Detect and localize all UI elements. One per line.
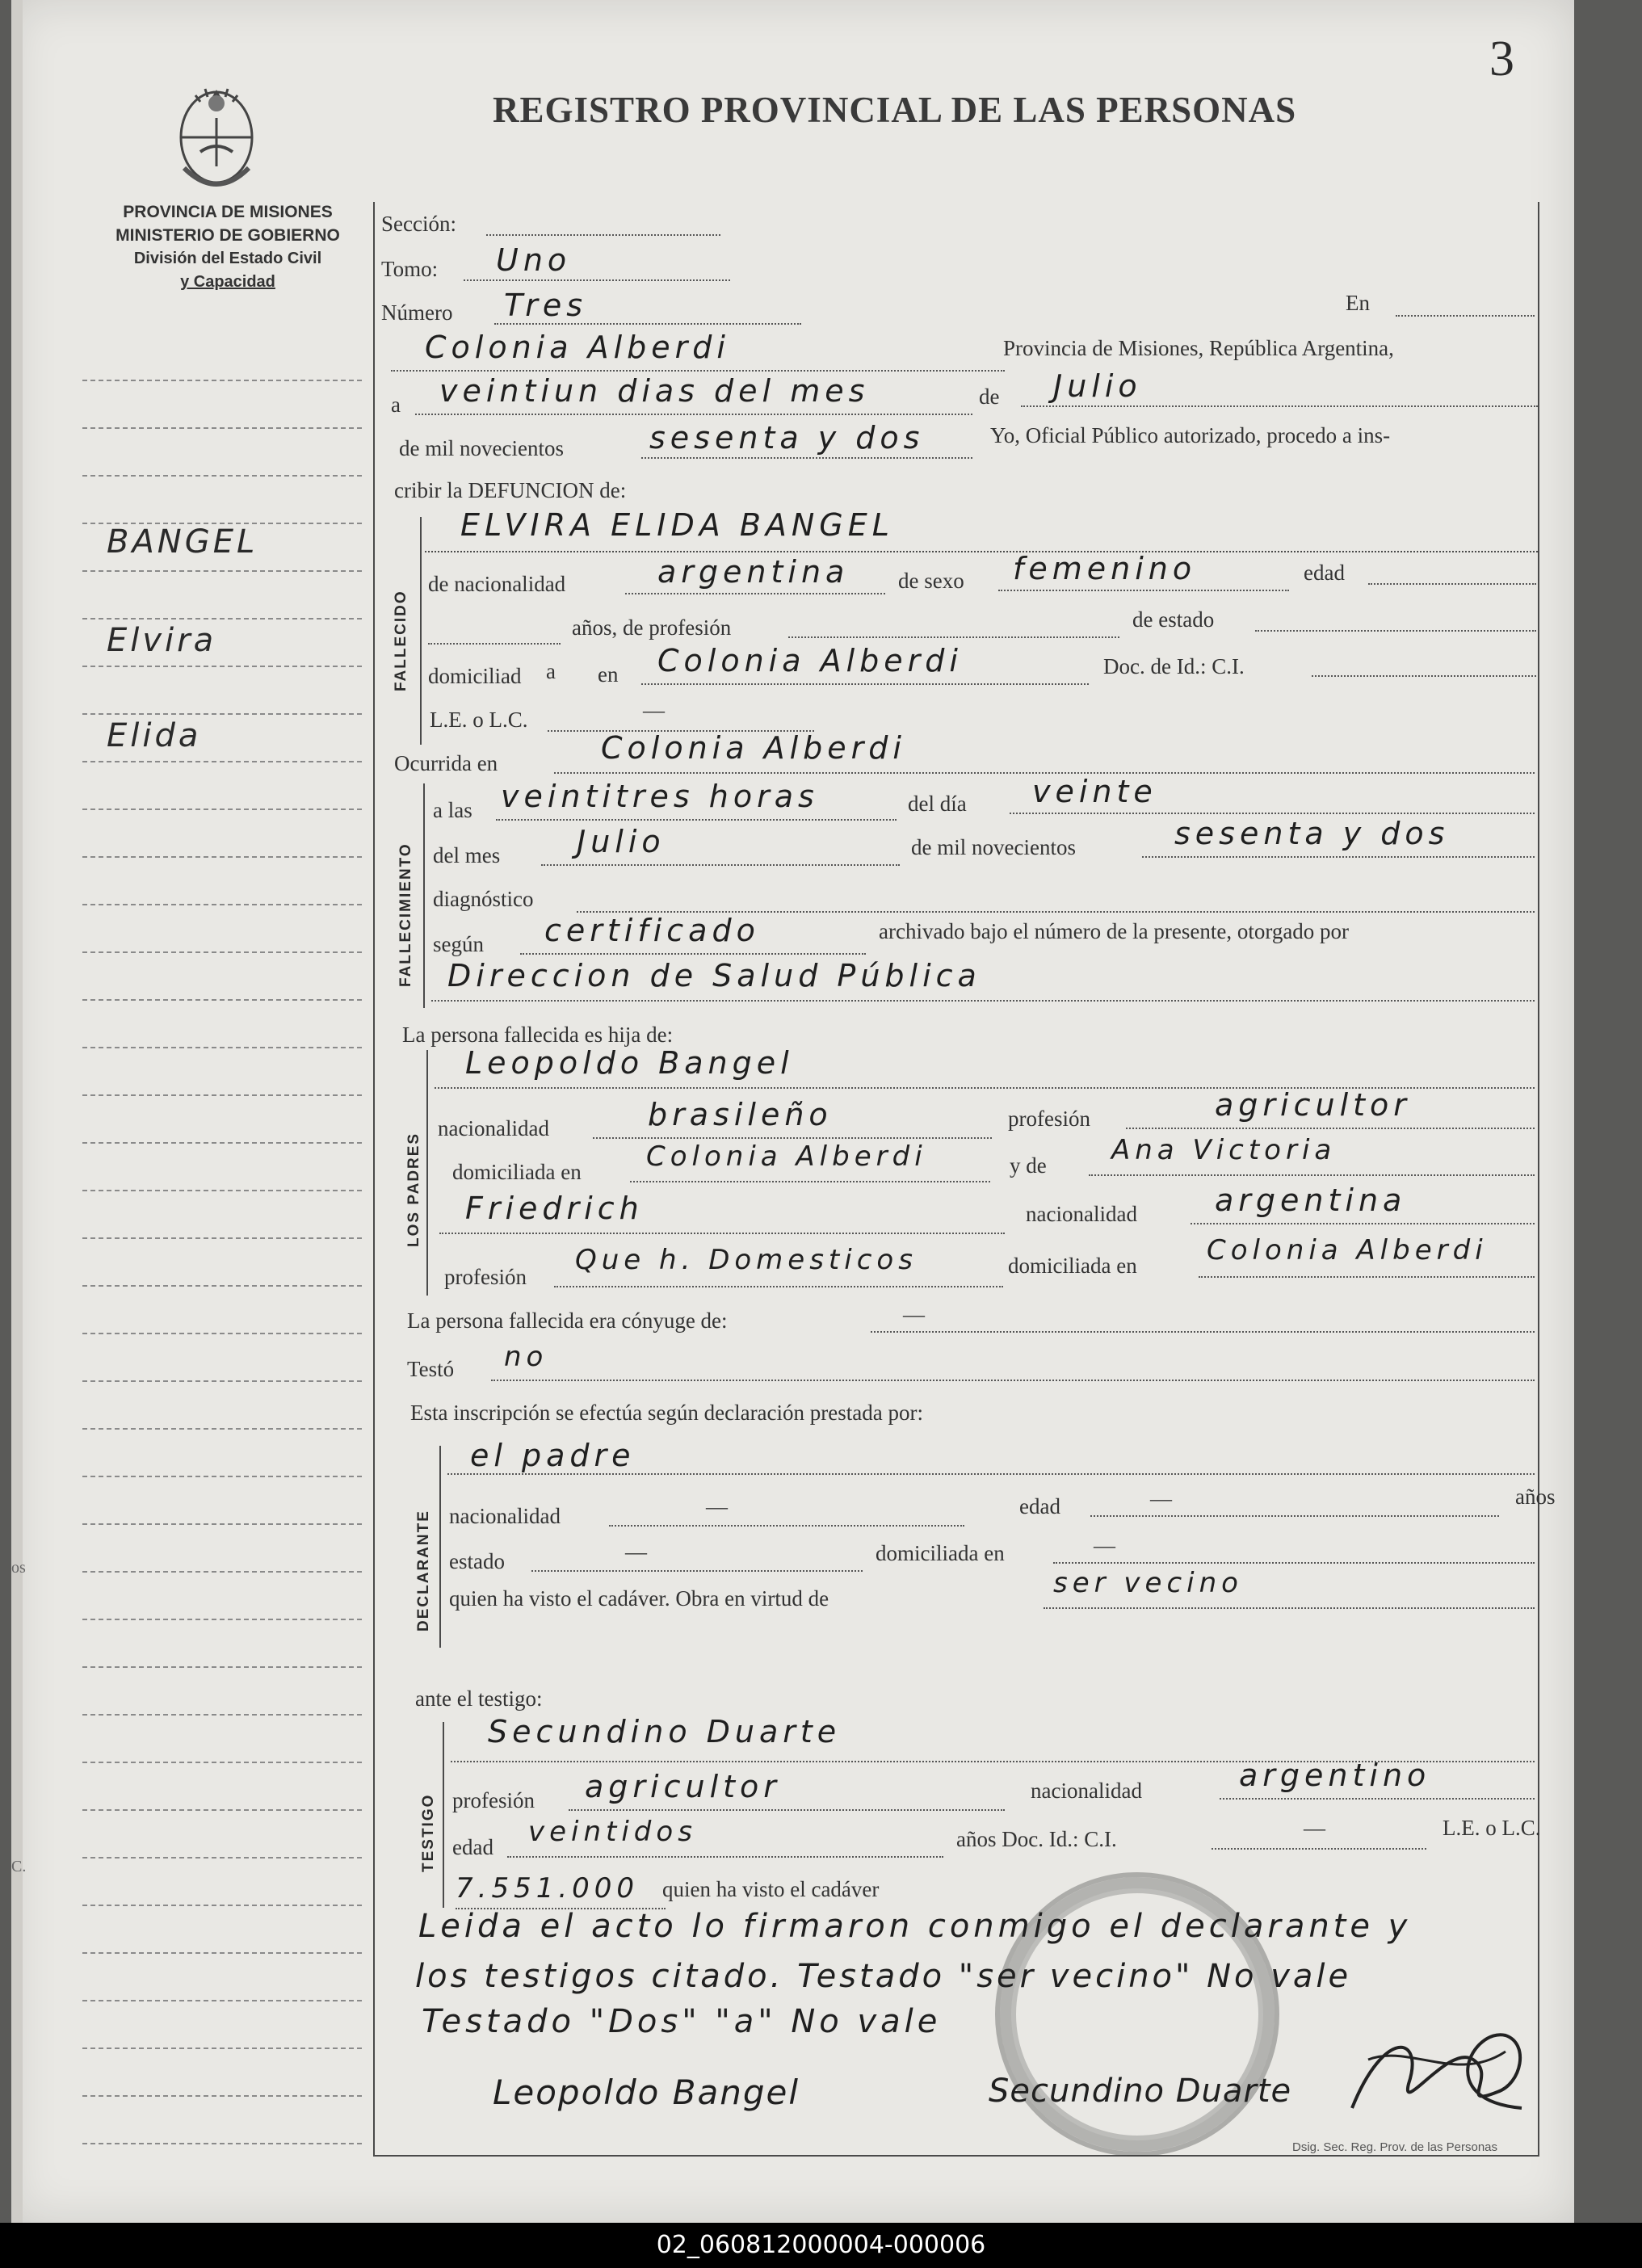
margin-rule-line [82,1380,362,1382]
testigo-edad-line [507,1856,943,1858]
margin-rule-line [82,2048,362,2049]
mes-fallecimiento-value: Julio [577,824,666,859]
dia-fallecimiento-value: veinte [1032,774,1157,809]
otorgado-line [431,1000,1535,1002]
stamp-caption: Dsig. Sec. Reg. Prov. de las Personas [1292,2140,1498,2154]
conyuge-line [871,1331,1535,1333]
segun-line [520,953,866,955]
mil-label: de mil novecientos [399,436,564,460]
margin-rule-line [82,666,362,667]
padre-name: Leopoldo Bangel [465,1045,794,1081]
madre-name-line-1 [1089,1174,1535,1176]
tomo-line [464,279,730,281]
margin-rule-line [82,1523,362,1525]
padre-domicilio-line [630,1181,990,1182]
margin-rule-line [82,1142,362,1144]
margin-rule-line [82,2143,362,2144]
declarante-nacionalidad-line [609,1525,964,1527]
otorgado-value: Direccion de Salud Pública [447,958,981,993]
segun-label: según [433,932,484,956]
sexo-label: de sexo [898,569,964,593]
margin-rule-line [82,1333,362,1334]
declarante-cadaver-line [1044,1607,1535,1609]
fallecimiento-bracket [423,783,425,1008]
de-label: de [979,384,1000,409]
ocurrida-value: Colonia Alberdi [601,730,906,766]
madre-profesion-value: Que h. Domesticos [575,1244,918,1276]
ocurrida-label: Ocurrida en [394,751,498,775]
domiciliada-label: domiciliad [428,664,522,688]
madre-nacionalidad-value: argentina [1215,1182,1407,1218]
margin-surname: BANGEL [107,523,258,561]
testigo-le-label: L.E. o L.C. [1443,1816,1541,1840]
margin-rule-line [82,1857,362,1858]
padre-profesion-value: agricultor [1215,1087,1411,1123]
margin-rule-line [82,904,362,905]
a-las-label: a las [433,798,472,822]
margin-rule-line [82,1047,362,1048]
testigo-section-label: TESTIGO [420,1793,437,1872]
margin-rule-line [82,2095,362,2097]
margin-rule-line [82,618,362,620]
margin-rule-line [82,1619,362,1620]
diagnostico-label: diagnóstico [433,887,534,911]
margin-rule-line [82,951,362,953]
margin-rule-line [82,570,362,572]
declarante-anios-label: años [1515,1485,1556,1509]
margin-rule-line [82,1809,362,1811]
margin-rule-line [82,1952,362,1954]
margin-rule-line [82,856,362,858]
hora-line [496,819,897,821]
declarante-edad-value: — [1150,1486,1172,1510]
a-label: a [391,393,401,417]
testigo-nacionalidad-label: nacionalidad [1031,1779,1142,1803]
declarante-estado-value: — [625,1539,647,1564]
testigo-name: Secundino Duarte [488,1714,842,1749]
record-page [11,0,1574,2223]
madre-domicilio-value: Colonia Alberdi [1207,1234,1488,1266]
testigo-profesion-label: profesión [452,1788,535,1812]
testo-line [491,1380,1535,1381]
en-label: En [1346,291,1370,315]
form-left-border [373,202,375,2157]
anios-line [428,643,561,645]
declarante-name: el padre [470,1438,636,1473]
estado-line [1255,630,1536,632]
doc-label: Doc. de Id.: C.I. [1103,654,1245,678]
conyuge-value: — [903,1302,925,1326]
document-title: REGISTRO PROVINCIAL DE LAS PERSONAS [493,90,1297,130]
padre-nacionalidad-line [593,1137,992,1139]
sexo-line [998,590,1289,591]
margin-rule-line [82,380,362,381]
margin-rule-line [82,475,362,477]
margin-second-name: Elida [107,717,202,754]
segun-value: certificado [544,913,760,948]
testigo-edad-value: veintidos [528,1816,697,1848]
y-de-label: y de [1010,1153,1047,1178]
mes-fallecimiento-line [541,864,900,866]
numero-line [494,323,801,325]
declarante-section-label: DECLARANTE [415,1510,432,1632]
madre-nacionalidad-line [1191,1223,1535,1224]
domicilio-en-label: en [598,662,619,687]
margin-rule-line [82,1237,362,1239]
declarante-name-line [447,1473,1535,1475]
scan-id: 02_060812000004-000006 [656,2231,986,2259]
margin-rule-line [82,1905,362,1906]
dia-line [415,414,972,415]
madre-nacionalidad-label: nacionalidad [1026,1202,1137,1226]
testigo-ci-value: — [1304,1816,1325,1840]
nacionalidad-label: de nacionalidad [428,572,566,596]
domicilio-value: Colonia Alberdi [657,643,963,678]
padres-section-label: LOS PADRES [405,1132,422,1247]
declarante-nacionalidad-label: nacionalidad [449,1504,561,1528]
padres-bracket [426,1050,428,1296]
seccion-label: Sección: [381,212,456,236]
margin-rule-line [82,427,362,429]
declarante-domicilio-value: — [1094,1533,1115,1557]
nacionalidad-value: argentina [657,554,850,590]
profesion-line [788,636,1119,638]
agency-division: División del Estado Civil [133,250,322,267]
testigo-nacionalidad-line [1220,1798,1535,1800]
margin-rule-line [82,1190,362,1191]
dia-fallecimiento-line [1010,813,1535,814]
oficial-text: Yo, Oficial Público autorizado, procedo a ins- [990,423,1391,447]
seccion-line [486,234,720,236]
estado-label: de estado [1132,607,1215,632]
declarante-domicilio-line [1053,1562,1535,1564]
binding-edge [11,0,23,2223]
declaracion-label: Esta inscripción se efectúa según declaración prestada por: [410,1401,923,1425]
testigo-cadaver-label: quien ha visto el cadáver [662,1877,880,1901]
anio-fallecimiento-value: sesenta y dos [1174,816,1450,851]
signature-testigo: Secundino Duarte [989,2073,1292,2110]
declarante-cadaver-value: ser vecino [1053,1567,1243,1599]
coat-of-arms-icon [168,71,265,200]
stub-fragment: C. [11,1858,27,1875]
declarante-edad-label: edad [1019,1494,1060,1518]
testigo-ci-line [1212,1848,1426,1850]
dia-value: veintiun dias del mes [439,373,870,409]
padre-profesion-label: profesión [1008,1107,1090,1131]
margin-rule-line [82,1666,362,1668]
signature-declarante: Leopoldo Bangel [493,2073,800,2112]
stub-fragment: os [11,1559,26,1577]
mil-fallecimiento-label: de mil novecientos [911,835,1076,859]
madre-profesion-line [554,1286,1003,1287]
localidad-value: Colonia Alberdi [425,330,730,365]
agency-province: PROVINCIA DE MISIONES [123,203,333,221]
numero-value: Tres [504,288,588,323]
edad-line [1368,583,1536,585]
testigo-profesion-line [569,1809,1005,1811]
cribir-text: cribir la DEFUNCION de: [394,478,627,502]
fallecido-name: ELVIRA ELIDA BANGEL [460,507,894,543]
hora-value: veintitres horas [501,779,819,814]
official-signature-icon [1336,2011,1538,2140]
scan-footer [0,2223,1642,2268]
closing-line-3: Testado "Dos" "a" No vale [422,2003,942,2040]
padre-nacionalidad-value: brasileño [648,1097,833,1132]
declarante-nacionalidad-value: — [706,1494,728,1518]
anios-profesion-label: años, de profesión [572,615,732,640]
padre-domicilio-label: domiciliada en [452,1160,582,1184]
declarante-estado-label: estado [449,1549,505,1573]
declarante-estado-line [531,1570,863,1572]
testo-value: no [504,1341,548,1373]
testigo-le-number: 7.551.000 [456,1872,640,1905]
edad-label: edad [1304,561,1345,585]
madre-profesion-label: profesión [444,1265,527,1289]
madre-domicilio-line [1199,1276,1535,1278]
margin-rule-line [82,1762,362,1763]
agency-ministry: MINISTERIO DE GOBIERNO [115,226,340,245]
fallecimiento-section-label: FALLECIMIENTO [397,842,414,987]
issuing-agency [82,200,373,294]
margin-rule-line [82,1094,362,1096]
hija-label: La persona fallecida es hija de: [402,1023,674,1047]
fallecido-bracket [420,517,422,745]
closing-line-2: los testigos citado. Testado "ser vecino" No vale [415,1958,1352,1995]
margin-rule-line [82,808,362,810]
tomo-label: Tomo: [381,257,439,281]
testigo-bracket [443,1722,444,1908]
domiciliada-suffix: a [546,659,556,683]
le-value: — [643,698,665,722]
anio-line [641,457,972,459]
tomo-value: Uno [496,242,572,278]
testigo-nacionalidad-value: argentino [1239,1758,1431,1793]
testigo-edad-label: edad [452,1835,493,1859]
margin-rule-line [82,1285,362,1287]
declarante-domicilio-label: domiciliada en [876,1541,1005,1565]
mes-value: Julio [1053,368,1142,404]
form-right-border [1538,202,1539,2157]
testo-label: Testó [407,1357,455,1381]
del-dia-label: del día [908,792,967,816]
margin-rule-line [82,761,362,762]
madre-domicilio-label: domiciliada en [1008,1254,1137,1278]
page-number: 3 [1489,32,1514,86]
madre-name-1: Ana Victoria [1111,1134,1337,1166]
margin-rule-line [82,1428,362,1430]
testigo-profesion-value: agricultor [585,1769,781,1804]
nacionalidad-line [625,593,885,594]
padre-domicilio-value: Colonia Alberdi [646,1140,927,1173]
ante-testigo-label: ante el testigo: [415,1686,543,1711]
margin-rule-line [82,1476,362,1477]
anio-value: sesenta y dos [649,420,925,456]
mes-line [1021,405,1538,407]
testigo-doc-label: años Doc. Id.: C.I. [956,1827,1117,1851]
archivado-text: archivado bajo el número de la presente, otorgado por [879,919,1350,943]
declarante-bracket [439,1446,441,1648]
madre-name-line-2 [439,1233,1005,1234]
conyuge-label: La persona fallecida era cónyuge de: [407,1308,728,1333]
declarante-cadaver-label: quien ha visto el cadáver. Obra en virtud de [449,1586,829,1611]
provincia-text: Provincia de Misiones, República Argentina, [1003,336,1394,360]
margin-rule-line [82,2000,362,2001]
sexo-value: femenino [1013,551,1197,586]
padre-profesion-line [1126,1128,1535,1129]
fallecido-name-line [425,551,1538,552]
le-label: L.E. o L.C. [430,708,528,732]
agency-capacity: y Capacidad [180,273,275,291]
form-bottom-border [373,2155,1539,2157]
padre-nacionalidad-label: nacionalidad [438,1116,549,1140]
en-line [1396,315,1535,317]
declarante-edad-line [1090,1515,1499,1517]
margin-rule-line [82,1714,362,1716]
numero-label: Número [381,300,453,325]
closing-line-1: Leida el acto lo firmaron conmigo el declarante y [418,1908,1412,1945]
margin-rule-line [82,1571,362,1573]
localidad-line [391,370,1005,372]
margin-first-name: Elvira [107,622,217,659]
margin-rule-line [82,999,362,1001]
domicilio-line [641,683,1089,685]
anio-fallecimiento-line [1142,856,1535,858]
fallecido-section-label: FALLECIDO [393,590,409,691]
madre-name-2: Friedrich [465,1191,644,1226]
del-mes-label: del mes [433,843,501,867]
doc-line [1312,675,1536,677]
margin-rule-line [82,713,362,715]
